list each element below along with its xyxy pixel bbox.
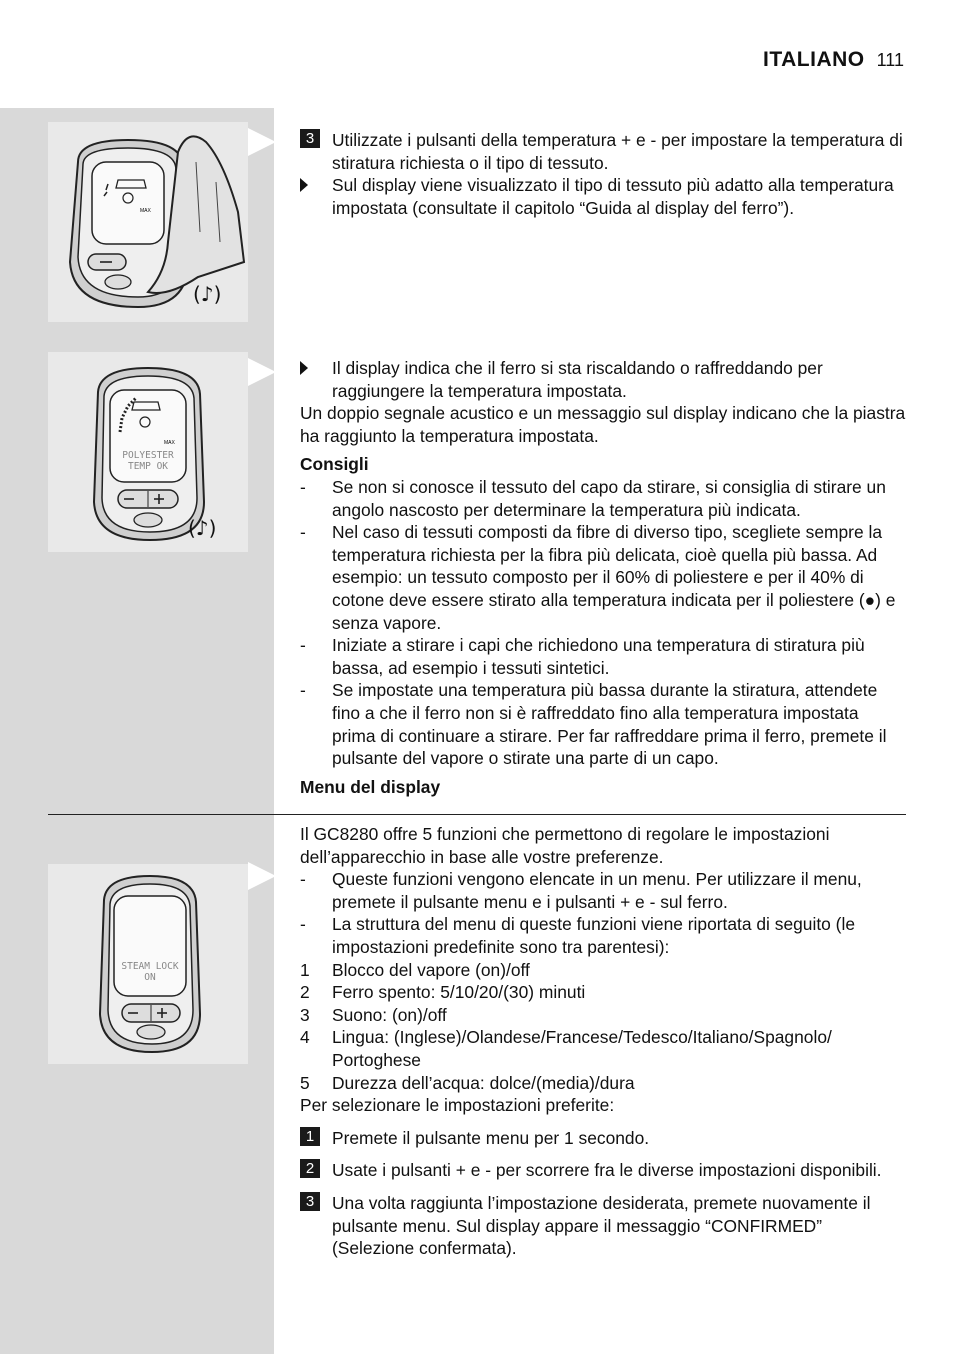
step-text: Premete il pulsante menu per 1 secondo.	[332, 1127, 650, 1148]
page-number: 111	[876, 50, 904, 70]
dash-marker: -	[300, 522, 306, 543]
figure-pointer	[248, 862, 276, 890]
screen-line-2: ON	[144, 972, 156, 983]
display-screen-text	[110, 961, 190, 983]
menu-number: 2	[300, 982, 310, 1003]
result-text: Sul display viene visualizzato il tipo di tessuto più adatto alla temperatura impostata (consultate il capitolo “Guida al display del ferro”).	[332, 175, 894, 218]
menu-text: Lingua: (Inglese)/Olandese/Francese/Tedesco/Italiano/Spagnolo/ Portoghese	[332, 1027, 832, 1070]
step-text: Utilizzate i pulsanti della temperatura + e - per impostare la temperatura di stiratura richiesta o il tipo di tessuto.	[332, 130, 903, 173]
step-item	[300, 129, 906, 174]
menu-number: 5	[300, 1072, 310, 1093]
step-item	[300, 1192, 906, 1260]
section-temperature	[300, 129, 906, 219]
language-label: ITALIANO	[763, 48, 865, 71]
step-number: 3	[300, 1192, 320, 1211]
step-item	[300, 1127, 906, 1150]
tip-text: Nel caso di tessuti composti da fibre di diverso tipo, scegliete sempre la temperatura richiesta per la fibra più delicata, cioè quella più bassa. Ad esempio: un tessuto composto per il 60% di poliestere e per il 40% di cotone deve essere stirato alla temperatura indicata per il poliestere (●) e senza vapore.	[332, 522, 896, 633]
tip-item	[300, 521, 906, 634]
step-number: 2	[300, 1159, 320, 1178]
dash-marker: -	[300, 680, 306, 701]
section-tips	[300, 357, 906, 798]
figure-display-polyester	[48, 352, 248, 552]
sound-icon: (♪)	[188, 516, 217, 540]
dash-marker: -	[300, 914, 306, 935]
bullet-item	[300, 913, 906, 958]
menu-list-item	[300, 1026, 906, 1071]
menu-list-item	[300, 1004, 906, 1027]
tip-item	[300, 634, 906, 679]
menu-number: 1	[300, 959, 310, 980]
dash-marker: -	[300, 476, 306, 497]
menu-text: Ferro spento: 5/10/20/(30) minuti	[332, 982, 586, 1003]
svg-text:MAX: MAX	[140, 208, 151, 214]
tip-text: Se non si conosce il tessuto del capo da stirare, si consiglia di stirare un angolo nascosto per determinare la temperatura più indicata.	[332, 476, 886, 520]
menu-text: Durezza dell’acqua: dolce/(media)/dura	[332, 1072, 635, 1093]
result-arrow-icon	[300, 361, 308, 375]
step-number: 1	[300, 1127, 320, 1146]
step-item	[300, 1159, 906, 1182]
bullet-text: Queste funzioni vengono elencate in un menu. Per utilizzare il menu, premete il pulsante menu e i pulsanti + e - sul ferro.	[332, 869, 862, 912]
step-number: 3	[300, 129, 320, 148]
section-divider	[48, 814, 906, 815]
dash-marker: -	[300, 869, 306, 890]
dash-marker: -	[300, 635, 306, 656]
menu-text: Suono: (on)/off	[332, 1004, 447, 1025]
menu-list-item	[300, 959, 906, 982]
figure-pointer	[248, 358, 276, 386]
figure-display-steamlock	[48, 864, 248, 1064]
figure-display-finger	[48, 122, 248, 322]
paragraph: Il GC8280 offre 5 funzioni che permettono di regolare le impostazioni dell’apparecchio in base alle vostre preferenze.	[300, 824, 830, 867]
bullet-text: La struttura del menu di queste funzioni viene riportata di seguito (le impostazioni predefinite sono tra parentesi):	[332, 914, 855, 957]
figure-pointer	[248, 128, 276, 156]
svg-text:MAX: MAX	[164, 440, 175, 446]
tips-heading: Consigli	[300, 454, 369, 475]
menu-list-item	[300, 1072, 906, 1095]
tip-text: Iniziate a stirare i capi che richiedono una temperatura di stiratura più bassa, ad esempio i tessuti sintetici.	[332, 635, 865, 678]
menu-heading: Menu del display	[300, 776, 441, 797]
menu-number: 3	[300, 1004, 310, 1025]
step-text: Una volta raggiunta l’impostazione desiderata, premete nuovamente il pulsante menu. Sul display appare il messaggio “CONFIRMED” (Selezione confermata).	[332, 1192, 871, 1259]
section-menu	[300, 823, 906, 1260]
tip-item	[300, 476, 906, 521]
screen-line-1: POLYESTER	[122, 450, 174, 461]
bullet-item	[300, 868, 906, 913]
screen-line-1: STEAM LOCK	[121, 961, 179, 972]
step-text: Usate i pulsanti + e - per scorrere fra le diverse impostazioni disponibili.	[332, 1160, 882, 1181]
result-item	[300, 174, 906, 219]
result-item	[300, 357, 906, 402]
menu-list-item	[300, 981, 906, 1004]
tip-item	[300, 679, 906, 769]
menu-text: Blocco del vapore (on)/off	[332, 959, 530, 980]
page-header	[763, 48, 904, 72]
sound-icon: (♪)	[193, 282, 222, 306]
paragraph: Per selezionare le impostazioni preferite:	[300, 1095, 615, 1116]
result-arrow-icon	[300, 178, 308, 192]
menu-number: 4	[300, 1027, 310, 1048]
screen-line-2: TEMP OK	[127, 461, 169, 472]
display-screen-text	[108, 450, 188, 472]
result-text: Il display indica che il ferro si sta riscaldando o raffreddando per raggiungere la temperatura impostata.	[332, 358, 823, 401]
paragraph: Un doppio segnale acustico e un messaggio sul display indicano che la piastra ha raggiunto la temperatura impostata.	[300, 403, 906, 446]
tip-text: Se impostate una temperatura più bassa durante la stiratura, attendete fino a che il ferro non si è raffreddato fino alla temperatura impostata prima di continuare a stirare. Per far raffreddare prima il ferro, premete il pulsante del vapore o stirate una parte di un capo.	[332, 680, 887, 769]
